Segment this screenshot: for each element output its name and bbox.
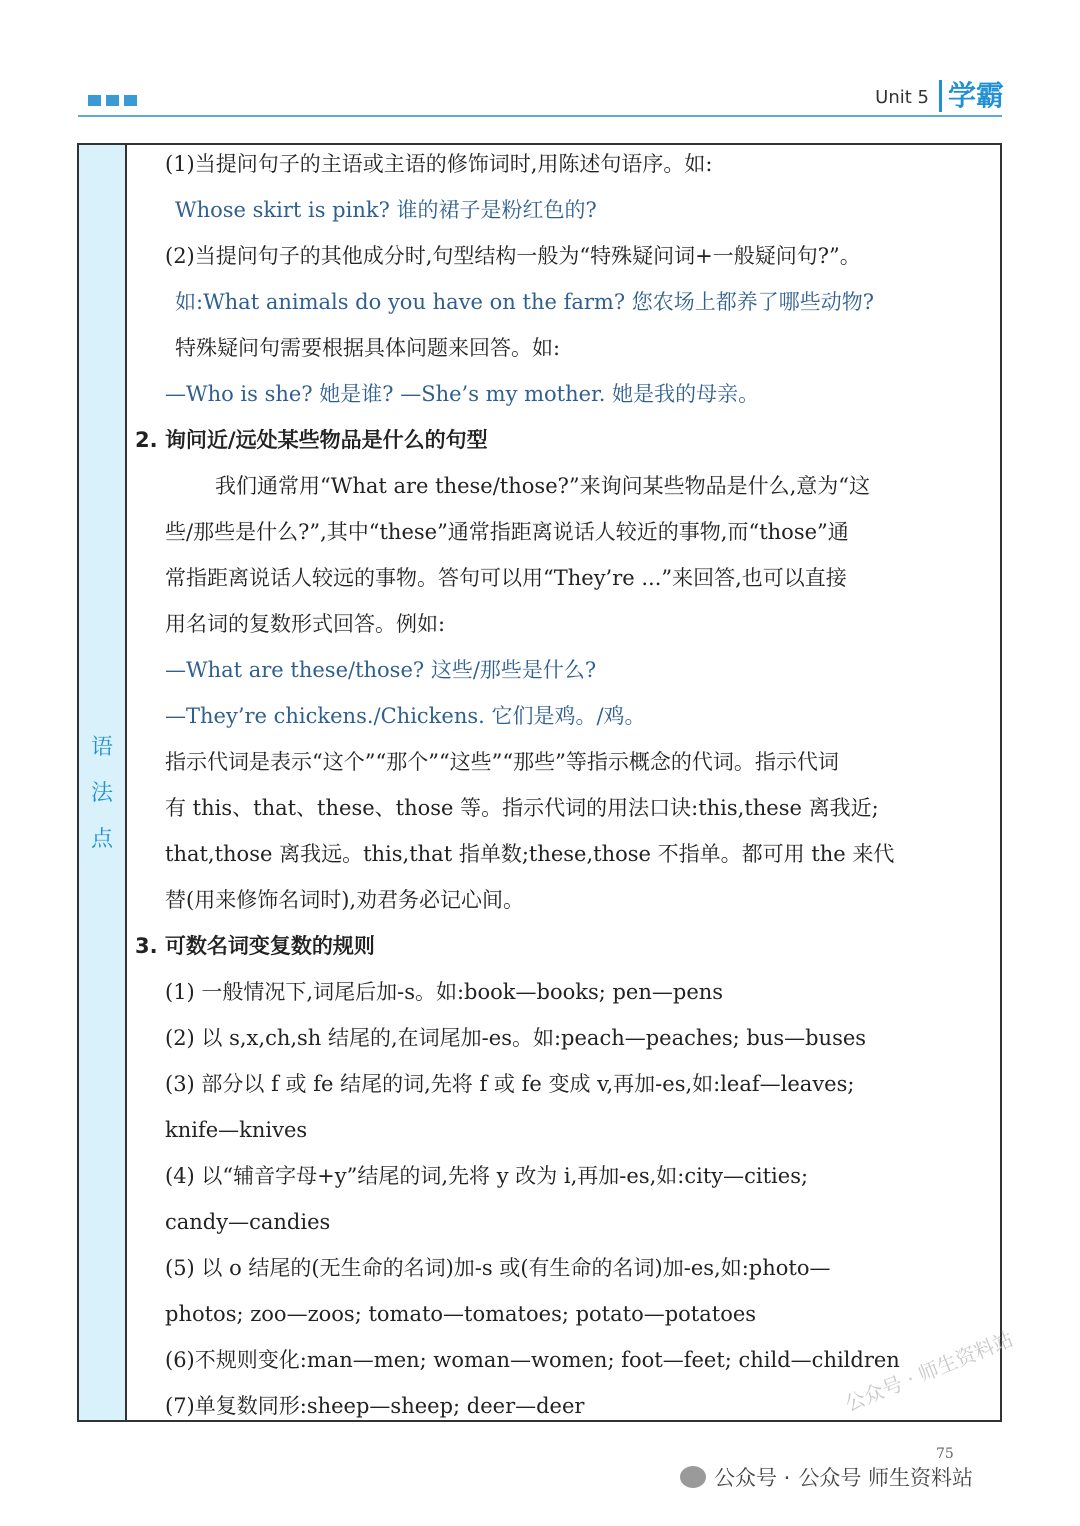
page-number: 75 bbox=[936, 1446, 954, 1462]
text-line: (1) 一般情况下,词尾后加-s。如:book—books; pen—pens bbox=[165, 980, 724, 1004]
footer-prefix: 公众号 · bbox=[714, 1466, 791, 1490]
text-line: 些/那些是什么?”,其中“these”通常指距离说话人较近的事物,而“those”通 bbox=[165, 520, 849, 544]
text-line: (2) 以 s,x,ch,sh 结尾的,在词尾加-es。如:peach—peaches; bus—buses bbox=[165, 1026, 867, 1050]
text-line: Whose skirt is pink? 谁的裙子是粉红色的? bbox=[175, 198, 597, 222]
text-line: (1)当提问句子的主语或主语的修饰词时,用陈述句语序。如: bbox=[165, 152, 713, 176]
unit-label: Unit 5 bbox=[875, 87, 929, 108]
text-line: 替(用来修饰名词时),劝君务必记心间。 bbox=[165, 888, 525, 912]
text-line: knife—knives bbox=[165, 1118, 308, 1142]
text-line: (5) 以 o 结尾的(无生命的名词)加-s 或(有生命的名词)加-es,如:photo— bbox=[165, 1256, 831, 1280]
header-title bbox=[875, 80, 1004, 112]
sidebar bbox=[79, 145, 127, 1420]
header-decoration bbox=[88, 95, 137, 106]
text-line: (7)单复数同形:sheep—sheep; deer—deer bbox=[165, 1394, 585, 1418]
text-line: (4) 以“辅音字母+y”结尾的词,先将 y 改为 i,再加-es,如:city—cities; bbox=[165, 1164, 809, 1188]
text-line: candy—candies bbox=[165, 1210, 331, 1234]
text-line: —They’re chickens./Chickens. 它们是鸡。/鸡。 bbox=[165, 704, 646, 728]
footer bbox=[680, 1462, 973, 1492]
text-line: 如:What animals do you have on the farm? 您农场上都养了哪些动物? bbox=[175, 290, 875, 314]
footer-name: 公众号 师生资料站 bbox=[798, 1466, 974, 1490]
text-line: photos; zoo—zoos; tomato—tomatoes; potato—potatoes bbox=[165, 1302, 757, 1326]
text-line: 有 this、that、these、those 等。指示代词的用法口诀:this,these 离我近; bbox=[165, 796, 879, 820]
text-line: 指示代词是表示“这个”“那个”“这些”“那些”等指示概念的代词。指示代词 bbox=[165, 750, 839, 774]
text-line: 用名词的复数形式回答。例如: bbox=[165, 612, 446, 636]
sidebar-label: 语 法 点 bbox=[90, 735, 113, 852]
wechat-icon bbox=[680, 1466, 706, 1488]
text-line: (6)不规则变化:man—men; woman—women; foot—feet; child—children bbox=[165, 1348, 900, 1372]
section-heading: 3. 可数名词变复数的规则 bbox=[135, 934, 375, 958]
section-heading: 2. 询问近/远处某些物品是什么的句型 bbox=[135, 428, 488, 452]
watermark: 公众号 · 师生资料站 bbox=[841, 1326, 1017, 1416]
text-line: that,those 离我远。this,that 指单数;these,those 不指单。都可用 the 来代 bbox=[165, 842, 895, 866]
header-rule bbox=[78, 115, 1002, 117]
text-line: (2)当提问句子的其他成分时,句型结构一般为“特殊疑问词+一般疑问句?”。 bbox=[165, 244, 861, 268]
brand-logo: 学霸 bbox=[939, 80, 1004, 112]
text-line: 常指距离说话人较远的事物。答句可以用“They’re ...”来回答,也可以直接 bbox=[165, 566, 847, 590]
text-line: (3) 部分以 f 或 fe 结尾的词,先将 f 或 fe 变成 v,再加-es,如:leaf—leaves; bbox=[165, 1072, 855, 1096]
text-line: —Who is she? 她是谁? —She’s my mother. 她是我的母亲。 bbox=[165, 382, 760, 406]
text-line: 特殊疑问句需要根据具体问题来回答。如: bbox=[175, 336, 561, 360]
text-line: 我们通常用“What are these/those?”来询问某些物品是什么,意为“这 bbox=[215, 474, 871, 498]
text-line: —What are these/those? 这些/那些是什么? bbox=[165, 658, 597, 682]
